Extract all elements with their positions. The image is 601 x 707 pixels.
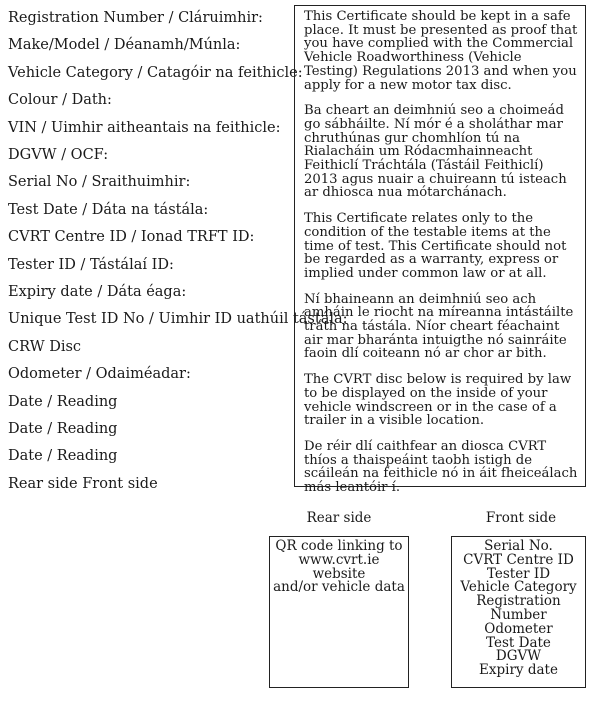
front-disc-line: Odometer <box>484 620 553 637</box>
notice-paragraph-keep-safe-en: This Certificate should be kept in a safe place. It must be presented as proof that you have complied with the Commercial Vehicle Roadworthiness (Vehicle Testing) Regulations 2013 and when you apply for a new motor tax disc. <box>304 9 578 93</box>
notice-paragraph-keep-safe-ga: Ba cheart an deimhniú seo a choimeád go sábháilte. Ní mór é a sholáthar mar chruthúnas gur chomhlíon tú na Rialacháin um Ródacmhainneacht Feithiclí Tráchtála (Tástáil Feithiclí) 2013 agus nuair a chuireann tú isteach ar dhiosca nua mótarchánach. <box>304 103 567 201</box>
field-serial-no: Serial No / Sraithuimhir: <box>8 174 191 190</box>
front-disc-line: Test Date <box>486 634 551 651</box>
rear-disc-line: QR code linking to <box>275 538 403 554</box>
front-side-disc <box>451 536 586 688</box>
certificate-notice-box <box>294 5 586 496</box>
notice-paragraph-test-condition-ga: Ní bhaineann an deimhniú seo ach amháin le riocht na míreanna intástáilte tráth na tástála. Níor cheart féachaint air mar bharánta intuigthe nó sainráite faoin dlí coiteann nó ar chor ar bith. <box>304 291 574 362</box>
front-disc-line: Number <box>490 606 547 623</box>
field-date-reading-2: Date / Reading <box>8 421 118 437</box>
field-vehicle-category: Vehicle Category / Catagóir na feithicle: <box>8 65 303 81</box>
front-disc-line: Tester ID <box>486 565 551 582</box>
field-make-model: Make/Model / Déanamh/Múnla: <box>8 37 241 53</box>
field-crw-disc: CRW Disc <box>8 339 82 355</box>
field-unique-test-id: Unique Test ID No / Uimhir ID uathúil tástála: <box>8 311 348 327</box>
field-cvrt-centre-id: CVRT Centre ID / Ionad TRFT ID: <box>8 229 255 245</box>
front-disc-line: Vehicle Category <box>460 579 577 596</box>
field-expiry-date: Expiry date / Dáta éaga: <box>8 284 187 300</box>
front-disc-line: DGVW <box>495 648 542 665</box>
field-vin: VIN / Uimhir aitheantais na feithicle: <box>8 120 281 136</box>
front-disc-line: CVRT Centre ID <box>463 551 574 568</box>
notice-paragraph-disc-display-en: The CVRT disc below is required by law to be displayed on the inside of your vehicle windscreen or in the case of a trailer in a visible location. <box>304 372 572 429</box>
field-registration-number: Registration Number / Cláruimhir: <box>8 10 263 26</box>
field-dgvw: DGVW / OCF: <box>8 147 109 163</box>
front-disc-line: Registration <box>476 593 561 610</box>
field-rear-front-side: Rear side Front side <box>8 476 158 492</box>
rear-disc-line: www.cvrt.ie website <box>298 551 380 582</box>
notice-paragraph-disc-display-ga: De réir dlí caithfear an diosca CVRT thíos a thaispeáint taobh istigh de scáileán na feithicle nó in áit fheiceálach más leantóir í. <box>304 438 578 496</box>
field-test-date: Test Date / Dáta na tástála: <box>8 202 209 218</box>
front-disc-line: Expiry date <box>479 662 558 679</box>
field-odometer: Odometer / Odaiméadar: <box>8 366 191 382</box>
field-date-reading-3: Date / Reading <box>8 448 118 464</box>
notice-paragraph-test-condition-en: This Certificate relates only to the condition of the testable items at the time of test. This Certificate should not be regarded as a warranty, express or implied under common law or at all. <box>304 211 567 281</box>
field-tester-id: Tester ID / Tástálaí ID: <box>8 257 174 273</box>
front-side-label: Front side <box>485 510 557 526</box>
front-disc-line: Serial No. <box>484 538 553 554</box>
field-colour: Colour / Dath: <box>8 92 112 108</box>
rear-side-label: Rear side <box>306 510 372 526</box>
field-date-reading-1: Date / Reading <box>8 394 118 410</box>
rear-disc-line: and/or vehicle data <box>273 579 405 596</box>
rear-side-disc <box>269 536 409 688</box>
